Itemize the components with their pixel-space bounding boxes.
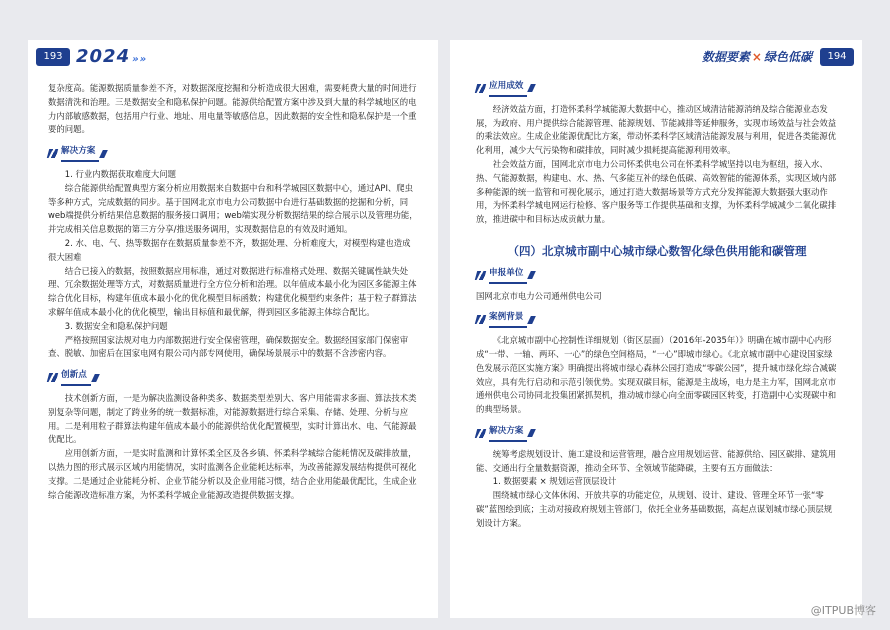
section-heading-background <box>476 311 838 328</box>
section-heading-results <box>476 80 838 97</box>
section-bars-icon <box>47 373 58 382</box>
theme-logo-x: × <box>751 50 762 64</box>
section-tail-icon <box>528 316 537 324</box>
section-bars-icon <box>475 271 486 280</box>
section-tail-icon <box>100 150 109 158</box>
section-tail-icon <box>528 84 537 92</box>
watermark: @ITPUB博客 <box>810 604 876 617</box>
left-page-number: 193 <box>36 48 70 66</box>
solution-para-3: 严格按照国家法规对电力内部数据进行安全保密管理，确保数据安全。数据经国家部门保密审查、脱敏、加密后在国家电网有限公司内部专网使用，确保场景展示中的数据不含涉密内容。 <box>48 334 409 359</box>
section-label: 创新点 <box>61 369 91 386</box>
right-page <box>450 40 862 618</box>
right-content <box>476 76 838 531</box>
section-tail-icon <box>91 374 100 382</box>
innovation-para-2: 应用创新方面，一是实时监测和计算怀柔全区及各乡镇、怀柔科学城综合能耗情况及碳排放量，以热力图的形式展示区域内用能情况，实时监测各企业能耗达标率，为改善能源发展结构提供可视化支撑。二是通过企业能耗分析、企业节能分析以及企业用能习惯，结合企业用能最优配比，生成企业综合能源改造标准方案，为怀柔科学城企业能源改造提供数据支撑。 <box>48 448 417 500</box>
section-label: 案例背景 <box>489 311 527 328</box>
results-para-2: 社会效益方面，国网北京市电力公司怀柔供电公司在怀柔科学城坚持以电为枢纽，接入水、热、气能源数据，构建电、水、热、气多能互补的绿色低碳、高效智能的能源体系，实现区域内部多种能源的统一监管和可视化展示，通过打造大数据场景等方式充分发挥能源大数据强大驱动作用，为怀柔科学城电网运行检修、客户服务等工作提供基础和支撑，为怀柔科学城减少二氧化碳排放，推进碳中和目标达成贡献力量。 <box>476 158 837 225</box>
year-logo <box>76 46 147 67</box>
section-heading-solution-right <box>476 425 838 442</box>
chapter-title: （四）北京城市副中心城市绿心数智化绿色供用能和碳管理 <box>507 243 807 258</box>
innovation-para-1: 技术创新方面，一是为解决监测设备种类多、数据类型差别大、客户用能需求多面、算法技术类别复杂等问题，制定了跨业务的统一数据标准，对能源数据进行综合采集、存储、处理、分析与应用。二是利用粒子群算法构建年值成本最小的能源供给优化配置模型，实时计算出水、电、气能源最优配比。 <box>48 392 417 445</box>
solution-item1-para: 围绕城市绿心文体休闲、开放共享的功能定位，从规划、设计、建设、管理全环节一张“零碳”蓝图绘到底；主动对接政府规划主管部门，依托全业务基础数据，高起点谋划城市绿心顶层规划设计方案。 <box>476 490 833 528</box>
section-label: 解决方案 <box>61 145 99 162</box>
section-label: 解决方案 <box>489 425 527 442</box>
section-tail-icon <box>528 271 537 279</box>
section-label: 应用成效 <box>489 80 527 97</box>
solution-para-1: 综合能源供给配置典型方案分析应用数据来自数据中台和科学城园区数据中心，通过API、爬虫等多种方式，完成数据的同步。基于国网北京市电力公司数据中台进行基础数据的挖掘和分析，同web端提供分析结果信息数据的服务接口调用；web端实现分析数据结果的综合展示以及管理功能，并完成相关信息数据的第三方分享/推送服务调用，实现数据信息的有效及时通知。 <box>48 182 418 235</box>
section-bars-icon <box>475 429 486 438</box>
intro-paragraph: 复杂度高。能源数据质量参差不齐，对数据深度挖掘和分析造成很大困难，需要耗费大量的时间进行数据清洗和治理。三是数据安全和隐私保护问题。能源供给配置方案中涉及到大量的科学城地区的电力内部敏感数据，包括用户行业、地址、用电量等敏感信息，因此数据的安全性和隐私保护是一个重要的问题。 <box>48 83 417 135</box>
right-page-number: 194 <box>820 48 854 66</box>
solution-heading-2: 2. 水、电、气、热等数据存在数据质量参差不齐，数据处理、分析难度大，对模型构建也造成很大困难 <box>48 237 411 262</box>
applicant-name: 国网北京市电力公司通州供电公司 <box>476 290 602 301</box>
section-heading-applicant <box>476 267 838 284</box>
section-heading-solution <box>48 145 418 162</box>
solution-item1-heading: 1. 数据要素 × 规划运营顶层设计 <box>492 476 617 487</box>
results-para-1: 经济效益方面，打造怀柔科学城能源大数据中心，推动区域清洁能源消纳及综合能源业态发展，为政府、用户提供综合能源管理、能源规划、节能减排等延伸服务，实现市场效益与社会效益的乘法效应。生成企业能源优配比方案，带动怀柔科学区域清洁能源发展与利用，促进各类能源优化利用，减少大气污染物和碳排放，同时减少损耗提高能源利用效率。 <box>476 103 837 156</box>
year-logo-text: 2024 <box>76 46 131 67</box>
section-tail-icon <box>528 429 537 437</box>
theme-logo <box>702 48 812 65</box>
theme-logo-a: 数据要素 <box>701 50 750 64</box>
solution-heading-3: 3. 数据安全和隐私保护问题 <box>64 320 168 331</box>
left-page <box>28 40 438 618</box>
section-bars-icon <box>47 149 58 158</box>
right-header <box>554 48 854 68</box>
solution-heading-1: 1. 行业内数据获取难度大问题 <box>64 168 176 179</box>
section-label: 申报单位 <box>489 267 527 284</box>
left-content <box>48 82 418 502</box>
solution-para-2: 结合已接入的数据，按照数据应用标准，通过对数据进行标准格式处理、数据关键属性缺失处理、冗余数据处理等方式，对数据质量进行全方位分析和治理。以年值成本最小化为园区多能源主体综合优化目标，构建年值成本最小化的优化模型目标函数；构建优化模型约束条件；基于粒子群算法求解年值成本最小化的优化模型，输出目标值和最优解，得到园区多能源主体综合配比。 <box>48 265 417 317</box>
section-bars-icon <box>475 315 486 324</box>
chevron-icon: »» <box>132 54 148 65</box>
theme-logo-b: 绿色低碳 <box>763 50 812 64</box>
solution-intro: 统筹考虑规划设计、施工建设和运营管理，融合应用规划运营、能源供给、园区碳排、建筑用能、交通出行全量数据资源，推动全环节、全领域节能降碳，主要有五方面做法： <box>476 448 837 473</box>
section-bars-icon <box>475 84 486 93</box>
section-heading-innovation <box>48 369 418 386</box>
background-para: 《北京城市副中心控制性详细规划（街区层面）（2016年-2035年）》明确在城市副中心内形成“一带、一轴、两环、一心”的绿色空间格局，“一心”即城市绿心。《北京城市副中心建设国家绿色发展示范区实施方案》明确提出将城市绿心森林公园打造成“零碳公园”，提升城市绿化综合减碳效应，具有先行启动和示范引领优势。实现双碳目标，能源是主战场，电力是主力军，国网北京市通州供电公司协同北投集团紧抓契机，推动城市绿心向全面零碳园区转变，打造副中心实现碳中和的典型场景。 <box>476 335 837 415</box>
